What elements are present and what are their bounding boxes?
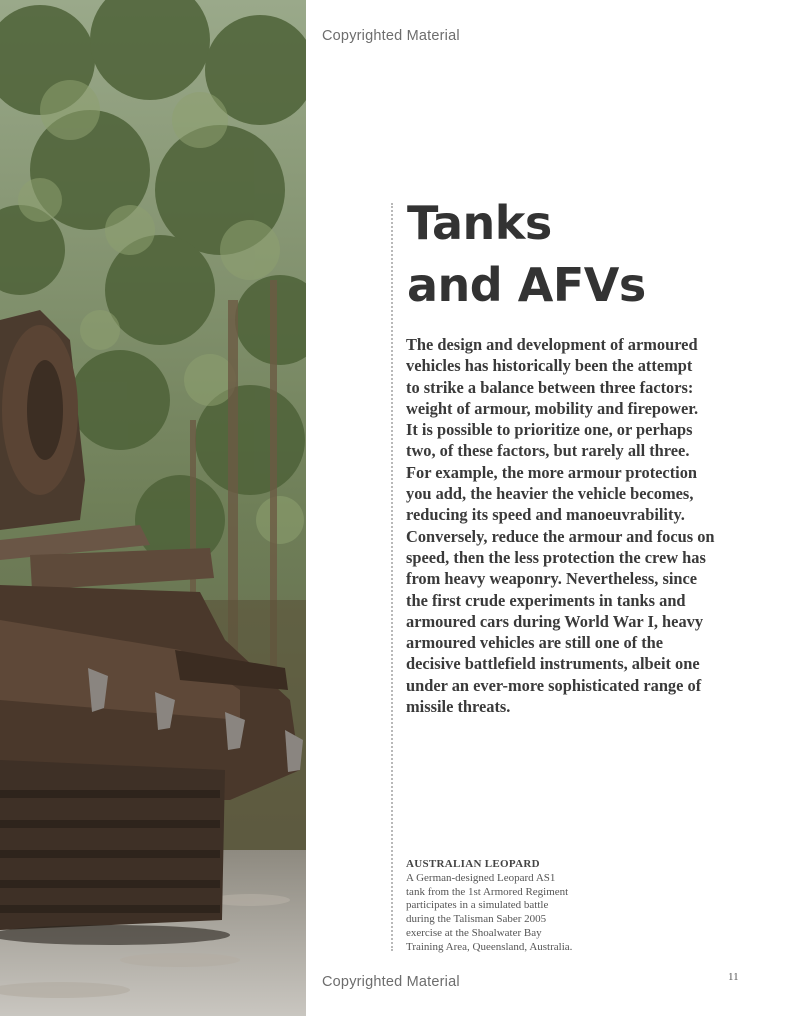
page-number: 11 <box>728 971 739 983</box>
caption-title: AUSTRALIAN LEOPARD <box>406 858 540 870</box>
intro-line: The design and development of armoured <box>406 335 698 354</box>
caption-line: during the Talisman Saber 2005 <box>406 913 547 926</box>
photo-caption <box>406 858 606 955</box>
intro-line: For example, the more armour protection <box>406 462 698 482</box>
watermark-bottom: Copyrighted Material <box>322 974 460 990</box>
intro-line: to strike a balance between three factors: <box>406 377 694 397</box>
intro-line: missile threats. <box>406 697 511 717</box>
intro-line: speed, then the less protection the crew has <box>406 547 706 567</box>
caption-line: tank from the 1st Armored Regiment <box>406 885 569 898</box>
title-line: Tanks <box>407 196 552 250</box>
intro-line: reducing its speed and manoeuvrability. <box>406 505 685 525</box>
intro-line: weight of armour, mobility and firepower. <box>406 398 699 418</box>
tank-photo <box>0 0 306 1016</box>
intro-line: It is possible to prioritize one, or perhaps <box>406 420 693 440</box>
intro-line: armoured cars during World War I, heavy <box>406 611 704 631</box>
intro-line: decisive battlefield instruments, albeit one <box>406 654 700 674</box>
intro-line: two, of these factors, but rarely all three. <box>406 441 690 461</box>
caption-line: participates in a simulated battle <box>406 899 549 912</box>
intro-line: under an ever-more sophisticated range of <box>406 675 702 695</box>
chapter-title <box>407 192 646 316</box>
intro-line: the first crude experiments in tanks and <box>406 590 686 610</box>
intro-line: vehicles has historically been the attempt <box>406 356 693 376</box>
title-line: and AFVs <box>407 258 646 312</box>
intro-line: from heavy weaponry. Nevertheless, since <box>406 569 698 589</box>
intro-line: armoured vehicles are still one of the <box>406 633 664 653</box>
watermark-top: Copyrighted Material <box>322 28 460 44</box>
caption-line: exercise at the Shoalwater Bay <box>406 926 542 939</box>
caption-line: Training Area, Queensland, Australia. <box>406 940 573 953</box>
dotted-divider <box>391 203 393 951</box>
intro-line: you add, the heavier the vehicle becomes, <box>406 484 694 504</box>
caption-line: A German-designed Leopard AS1 <box>406 871 556 884</box>
intro-line: Conversely, reduce the armour and focus on <box>406 526 715 546</box>
intro-paragraph <box>406 334 736 717</box>
